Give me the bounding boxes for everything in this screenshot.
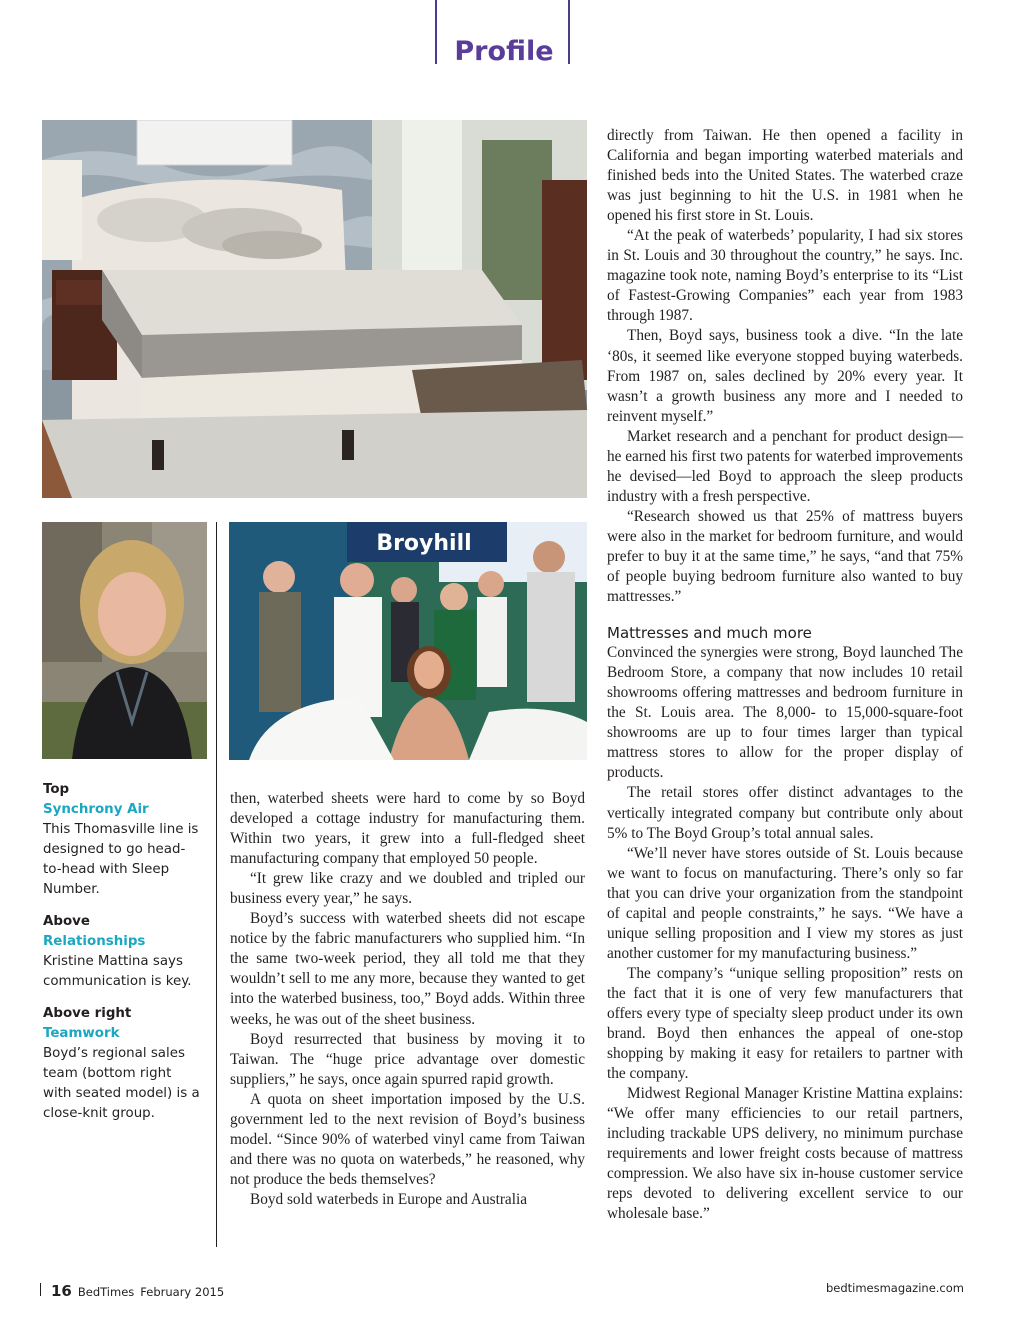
right-column: [607, 126, 963, 1224]
caption-title: Relationships: [43, 934, 146, 949]
body-paragraph: A quota on sheet importation imposed by the U.S. government led to the next revision of Boyd’s business model. “Since 90% of waterbed vinyl came from Taiwan and there was no quota on waterbeds,” he reasoned, why not produce the beds themselves?: [230, 1090, 585, 1188]
caption-top: [43, 780, 203, 900]
issue-date: February 2015: [140, 1285, 225, 1299]
body-paragraph: directly from Taiwan. He then opened a facility in California and began importing waterbed materials and finished beds into the United States. The waterbed craze was just beginning to hit the U.S. in 1981 when he opened his first store in St. Louis.: [607, 127, 963, 225]
footer-rule: [40, 1283, 41, 1296]
website-link[interactable]: bedtimesmagazine.com: [825, 1281, 964, 1295]
caption-text: Kristine Mattina says communication is key.: [43, 954, 192, 989]
team-photo: [229, 522, 587, 760]
caption-above: [43, 912, 203, 992]
section-title: Profile: [454, 36, 554, 67]
header-rule-left: [435, 0, 437, 64]
caption-title: Teamwork: [43, 1026, 120, 1041]
page-number: 16: [51, 1282, 72, 1300]
caption-title: Synchrony Air: [43, 802, 149, 817]
photo-captions: [43, 780, 203, 1136]
body-paragraph: “Research showed us that 25% of mattress buyers were also in the market for bedroom furniture, and would prefer to buy it at the same time,” he says, “and that 75% of people buying bedroom furniture also wanted to buy mattresses.”: [607, 507, 963, 606]
body-paragraph: The retail stores offer distinct advantages to the vertically integrated company but contribute only about 5% to The Boyd Group’s total annual sales.: [607, 784, 963, 842]
header-rule-right: [568, 0, 570, 64]
body-paragraph: then, waterbed sheets were hard to come by so Boyd developed a cottage industry for manufacturing them. Within two years, it grew into a full-fledged sheet manufacturing company that employed 50 people.: [230, 790, 585, 868]
publication-name: BedTimes: [77, 1285, 135, 1299]
banner-text: Broyhill: [376, 531, 472, 556]
body-paragraph: “At the peak of waterbeds’ popularity, I had six stores in St. Louis and 30 throughout the country,” he says. Inc. magazine took note, naming Boyd’s enterprise to its “List of Fastest-Growing Companies” each year from 1983 through 1987.: [607, 227, 963, 325]
body-paragraph: “We’ll never have stores outside of St. Louis because we want to focus on manufacturing. There’s only so far that you can drive your organization from the standpoint of capital and people constraints,” he says. “We have a unique selling proposition and I view my stores as just another customer for my manufacturing business.”: [607, 844, 963, 962]
body-paragraph: Boyd’s success with waterbed sheets did not escape notice by the fabric manufacturers who supplied him. “In the same two-week period, they all told me that they wouldn’t sell to me any more, because they wanted to get into the waterbed business, too,” Boyd adds. Within three weeks, he was out of the sheet business.: [230, 910, 585, 1028]
caption-position: Above right: [43, 1006, 132, 1021]
footer-folio: [40, 1282, 224, 1300]
body-paragraph: Convinced the synergies were strong, Boyd launched The Bedroom Store, a company that now includes 10 retail showrooms offering mattresses and bedroom furniture in the St. Louis area. The 8,000- to 15,000-square-foot showrooms are up to four times larger than typical mattress stores to allow for the proper display of products.: [607, 644, 963, 782]
caption-position: Above: [43, 914, 90, 929]
body-paragraph: Boyd sold waterbeds in Europe and Australia: [250, 1190, 527, 1208]
portrait-photo: [42, 522, 207, 759]
subhead: Mattresses and much more: [607, 624, 812, 643]
caption-above-right: [43, 1004, 203, 1124]
body-paragraph: Boyd resurrected that business by moving it to Taiwan. The “huge price advantage over domestic suppliers,” he says, once again spurred rapid growth.: [230, 1030, 585, 1088]
body-paragraph: Midwest Regional Manager Kristine Mattina explains: “We offer many efficiencies to our retail partners, including trackable UPS delivery, no minimum purchase requirements and lower freight costs because of mattress compression. We also have six in-house customer service reps devoted to delivering excellent service to our wholesale base.”: [607, 1085, 963, 1223]
caption-position: Top: [43, 782, 70, 797]
caption-text: Boyd’s regional sales team (bottom right with seated model) is a close-knit group.: [43, 1046, 200, 1121]
body-paragraph: “It grew like crazy and we doubled and tripled our business every year,” he says.: [230, 870, 585, 908]
column-divider: [216, 522, 217, 1247]
bedroom-photo: [42, 120, 587, 498]
body-paragraph: Then, Boyd says, business took a dive. “In the late ‘80s, it seemed like everyone stopped buying waterbeds. From 1987 on, sales declined by 20% every year. It wasn’t a growth business any more and I needed to reinvent myself.”: [607, 327, 963, 425]
caption-text: This Thomasville line is designed to go head-to-head with Sleep Number.: [43, 822, 199, 897]
middle-column: [230, 789, 585, 1210]
body-paragraph: Market research and a penchant for product design—he earned his first two patents for waterbed improvements he devised—led Boyd to approach the sleep products industry with a fresh perspective.: [607, 427, 963, 505]
body-paragraph: The company’s “unique selling proposition” rests on the fact that it is one of very few manufacturers that offers every type of specialty sleep product under its own brand. Boyd then enhances the appeal of one-stop shopping by making it easy for retailers to partner with the company.: [607, 964, 963, 1083]
